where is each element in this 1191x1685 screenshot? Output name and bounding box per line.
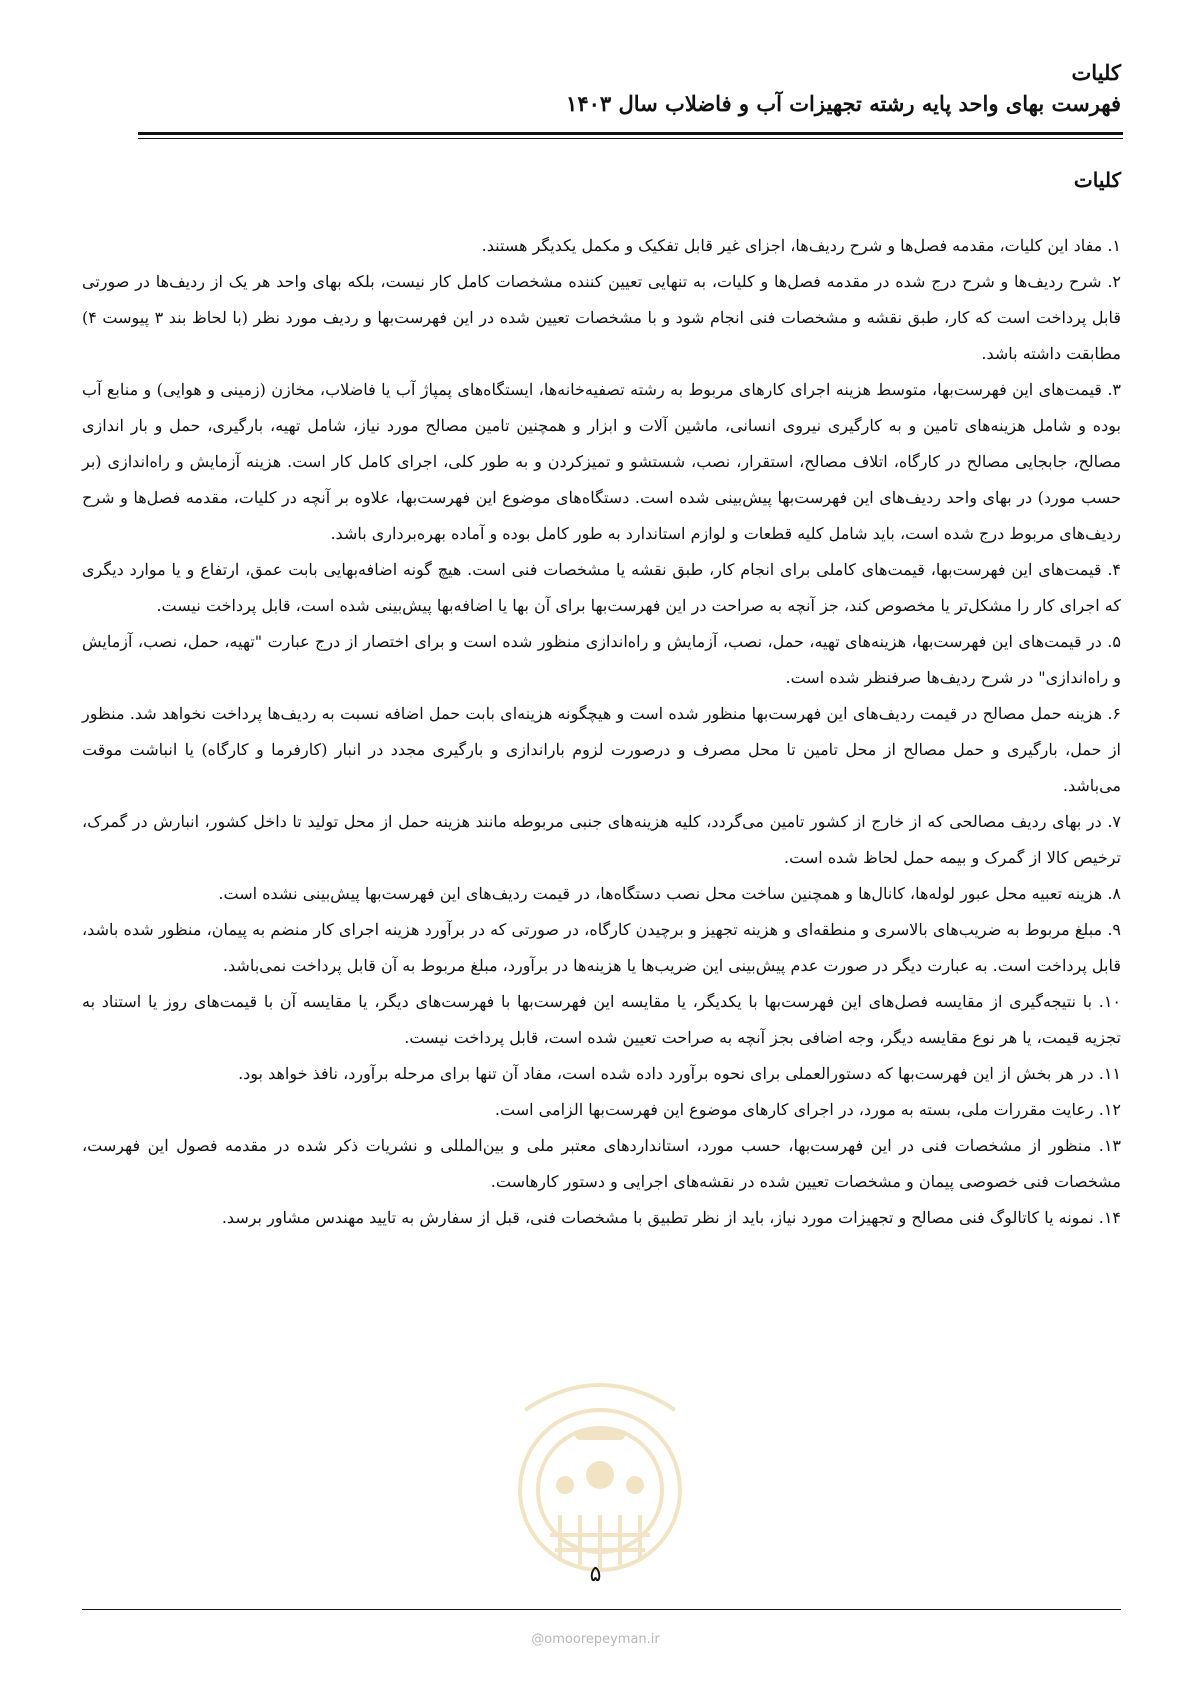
section-title: کلیات	[1073, 168, 1121, 192]
header-rule-thin	[138, 138, 1123, 139]
paragraph-3: ۳. قیمت‌های این فهرست‌بها، متوسط هزینه اجرای کارهای مربوط به رشته تصفیه‌خانه‌ها، ایستگاه‌های پمپاژ آب یا فاضلاب، مخازن (زمینی و هوایی) و منابع آب بوده و شامل هزینه‌های تامین و به کارگیری نیروی انسانی، ماشین آلات و ابزار و همچنین تامین مصالح مورد نیاز، شامل تهیه، بارگیری، حمل و بار اندازی مصالح، جابجایی مصالح در کارگاه، اتلاف مصالح، استقرار، نصب، شستشو و تمیزکردن و به طور کلی، اجرای کامل کار است. هزینه آزمایش و راه‌اندازی (بر حسب مورد) در بهای واحد ردیف‌های این فهرست‌بها پیش‌بینی شده است. دستگاه‌های موضوع این فهرست‌بها، علاوه بر آنچه در کلیات، مقدمه فصل‌ها و شرح ردیف‌های مربوط درج شده است، باید شامل کلیه قطعات و لوازم استاندارد به طور کامل بوده و آماده بهره‌برداری باشد.	[82, 380, 1122, 543]
document-body	[82, 228, 1121, 1236]
paragraph-1: ۱. مفاد این کلیات، مقدمه فصل‌ها و شرح ردیف‌ها، اجزای غیر قابل تفکیک و مکمل یکدیگر هستند.	[481, 236, 1121, 255]
paragraph-10: ۱۰. با نتیجه‌گیری از مقایسه فصل‌های این فهرست‌بها با یکدیگر، یا مقایسه این فهرست‌بها با فهرست‌های دیگر، یا مقایسه آن با قیمت‌های روز یا استناد به تجزیه قیمت، یا هر نوع مقایسه دیگر، وجه اضافی بجز آنچه به صراحت تعیین شده است، قابل پرداخت نیست.	[82, 992, 1122, 1047]
paragraph-8: ۸. هزینه تعبیه محل عبور لوله‌ها، کانال‌ها و همچنین ساخت محل نصب دستگاه‌ها، در قیمت ردیف‌های این فهرست‌بها پیش‌بینی نشده است.	[218, 884, 1121, 903]
page-header	[140, 58, 1121, 120]
paragraph-13: ۱۳. منظور از مشخصات فنی در این فهرست‌بها، حسب مورد، استانداردهای معتبر ملی و بین‌المللی و نشریات ذکر شده در مقدمه فصول این فهرست، مشخصات فنی خصوصی پیمان و مشخصات تعیین شده در نقشه‌های اجرایی و دستور کارهاست.	[82, 1136, 1122, 1191]
paragraph-11: ۱۱. در هر بخش از این فهرست‌بها که دستورالعملی برای نحوه برآورد داده شده است، مفاد آن تنها برای مرحله برآورد، نافذ خواهد بود.	[238, 1064, 1121, 1083]
paragraph-7: ۷. در بهای ردیف مصالحی که از خارج از کشور تامین می‌گردد، کلیه هزینه‌های جنبی مربوطه مانند هزینه حمل از محل تولید تا داخل کشور، انبارش در گمرک، ترخیص کالا از گمرک و بیمه حمل لحاظ شده است.	[82, 812, 1122, 867]
paragraph-5: ۵. در قیمت‌های این فهرست‌بها، هزینه‌های تهیه، حمل، نصب، آزمایش و راه‌اندازی منظور شده است و برای اختصار از درج عبارت "تهیه، حمل، نصب، آزمایش و راه‌اندازی" در شرح ردیف‌ها صرفنظر شده است.	[82, 632, 1121, 687]
footer-rule	[82, 1609, 1121, 1610]
header-rule-thick	[138, 132, 1123, 135]
paragraph-6: ۶. هزینه حمل مصالح در قیمت ردیف‌های این فهرست‌بها منظور شده است و هیچگونه هزینه‌ای بابت حمل اضافه نسبت به ردیف‌ها پرداخت نخواهد شد. منظور از حمل، بارگیری و حمل مصالح از محل تامین تا محل مصرف و درصورت لزوم باراندازی و بارگیری مجدد در انبار (کارفرما و کارگاه) یا انباشت موقت می‌باشد.	[82, 704, 1121, 795]
paragraph-2: ۲. شرح ردیف‌ها و شرح درج شده در مقدمه فصل‌ها و کلیات، به تنهایی تعیین کننده مشخصات کامل کار نیست، بلکه بهای واحد هر یک از ردیف‌ها در صورتی قابل پرداخت است که کار، طبق نقشه و مشخصات فنی انجام شود و با مشخصات تعیین شده در این فهرست‌بها و ردیف مورد نظر (با لحاظ بند ۳ پیوست ۴) مطابقت داشته باشد.	[82, 272, 1121, 363]
paragraph-12: ۱۲. رعایت مقررات ملی، بسته به مورد، در اجرای کارهای موضوع این فهرست‌بها الزامی است.	[494, 1100, 1121, 1119]
paragraph-4: ۴. قیمت‌های این فهرست‌بها، قیمت‌های کاملی برای انجام کار، طبق نقشه یا مشخصات فنی است. هیچ گونه اضافه‌بهایی بابت عمق، ارتفاع و یا موارد دیگری که اجرای کار را مشکل‌تر یا مخصوص کند، جز آنچه به صراحت در این فهرست‌بها برای آن بها یا اضافه‌بها پیش‌بینی شده است، قابل پرداخت نیست.	[82, 560, 1121, 615]
watermark-seal-icon	[505, 1370, 695, 1580]
footer-site: @omoorepeyman.ir	[531, 1632, 660, 1647]
page-number: ۵	[589, 1562, 602, 1587]
header-subtitle: فهرست بهای واحد پایه رشته تجهیزات آب و فاضلاب سال ۱۴۰۳	[566, 91, 1121, 116]
header-title: کلیات	[1071, 60, 1121, 85]
paragraph-14: ۱۴. نمونه یا کاتالوگ فنی مصالح و تجهیزات مورد نیاز، باید از نظر تطبیق با مشخصات فنی، قبل از سفارش به تایید مهندس مشاور برسد.	[221, 1208, 1121, 1227]
paragraph-9: ۹. مبلغ مربوط به ضریب‌های بالاسری و منطقه‌ای و هزینه تجهیز و برچیدن کارگاه، در صورتی که در برآورد هزینه اجرای کار منضم به پیمان، منظور شده باشد، قابل پرداخت است. به عبارت دیگر در صورت عدم پیش‌بینی این ضریب‌ها یا هزینه‌ها در برآورد، مبلغ مربوط به آن قابل پرداخت نمی‌باشد.	[82, 920, 1121, 975]
